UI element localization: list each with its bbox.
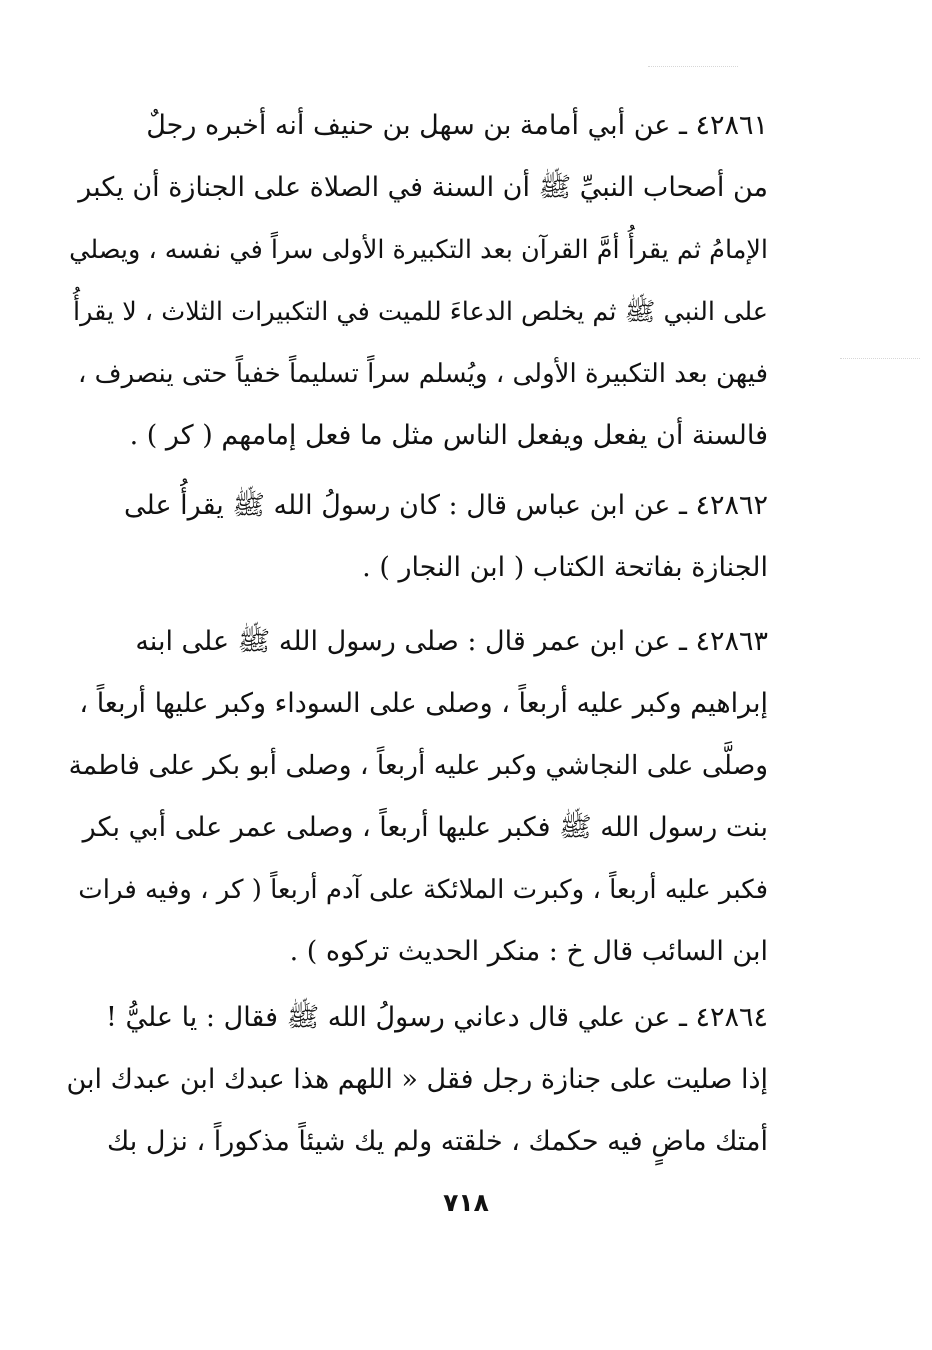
text-line: فيهن بعد التكبيرة الأولى ، ويُسلم سراً تسليماً خفياً حتى ينصرف ، xyxy=(78,359,768,389)
hadith-42861 xyxy=(66,95,768,467)
hadith-42864 xyxy=(66,987,768,1173)
text-line: الجنازة بفاتحة الكتاب ( ابن النجار ) . xyxy=(362,552,768,583)
text-line: من أصحاب النبيِّ ﷺ أن السنة في الصلاة على الجنازة أن يكبر xyxy=(78,172,768,203)
text-line: إذا صليت على جنازة رجل فقل « اللهم هذا عبدك ابن عبدك ابن xyxy=(66,1064,768,1095)
hadith-42863 xyxy=(66,611,768,983)
text-line: إبراهيم وكبر عليه أربعاً ، وصلى على السوداء وكبر عليها أربعاً ، xyxy=(79,688,768,719)
text-line: على النبي ﷺ ثم يخلص الدعاءَ للميت في التكبيرات الثلاث ، لا يقرأُ xyxy=(72,297,768,327)
text-line: أمتك ماضٍ فيه حكمك ، خلقته ولم يك شيئاً مذكوراً ، نزل بك xyxy=(107,1126,768,1157)
hadith-42862 xyxy=(66,475,768,599)
text-line: الإمامُ ثم يقرأُ أمَّ القرآن بعد التكبيرة الأولى سراً في نفسه ، ويصلي xyxy=(69,235,768,265)
text-line: ٤٢٨٦١ ـ عن أبي أمامة بن سهل بن حنيف أنه أخبره رجلٌ xyxy=(146,110,768,141)
text-line: ٤٢٨٦٤ ـ عن علي قال دعاني رسولُ الله ﷺ فقال : يا عليُّ ! xyxy=(106,1002,768,1033)
text-line: بنت رسول الله ﷺ فكبر عليها أربعاً ، وصلى عمر على أبي بكر xyxy=(82,812,768,843)
scan-artifact-line xyxy=(648,66,738,67)
text-line: وصلَّى على النجاشي وكبر عليه أربعاً ، وصلى أبو بكر على فاطمة xyxy=(68,750,768,781)
text-line: فالسنة أن يفعل ويفعل الناس مثل ما فعل إمامهم ( كر ) . xyxy=(129,420,768,451)
text-line: ابن السائب قال خ : منكر الحديث تركوه ) . xyxy=(289,936,768,967)
text-line: ٤٢٨٦٢ ـ عن ابن عباس قال : كان رسولُ الله ﷺ يقرأُ على xyxy=(124,490,768,521)
page-number: ٧١٨ xyxy=(443,1188,489,1217)
text-line: ٤٢٨٦٣ ـ عن ابن عمر قال : صلى رسول الله ﷺ على ابنه xyxy=(135,626,768,657)
text-line: فكبر عليه أربعاً ، وكبرت الملائكة على آدم أربعاً ( كر ، وفيه فرات xyxy=(78,875,768,905)
scan-artifact-line xyxy=(840,358,920,359)
